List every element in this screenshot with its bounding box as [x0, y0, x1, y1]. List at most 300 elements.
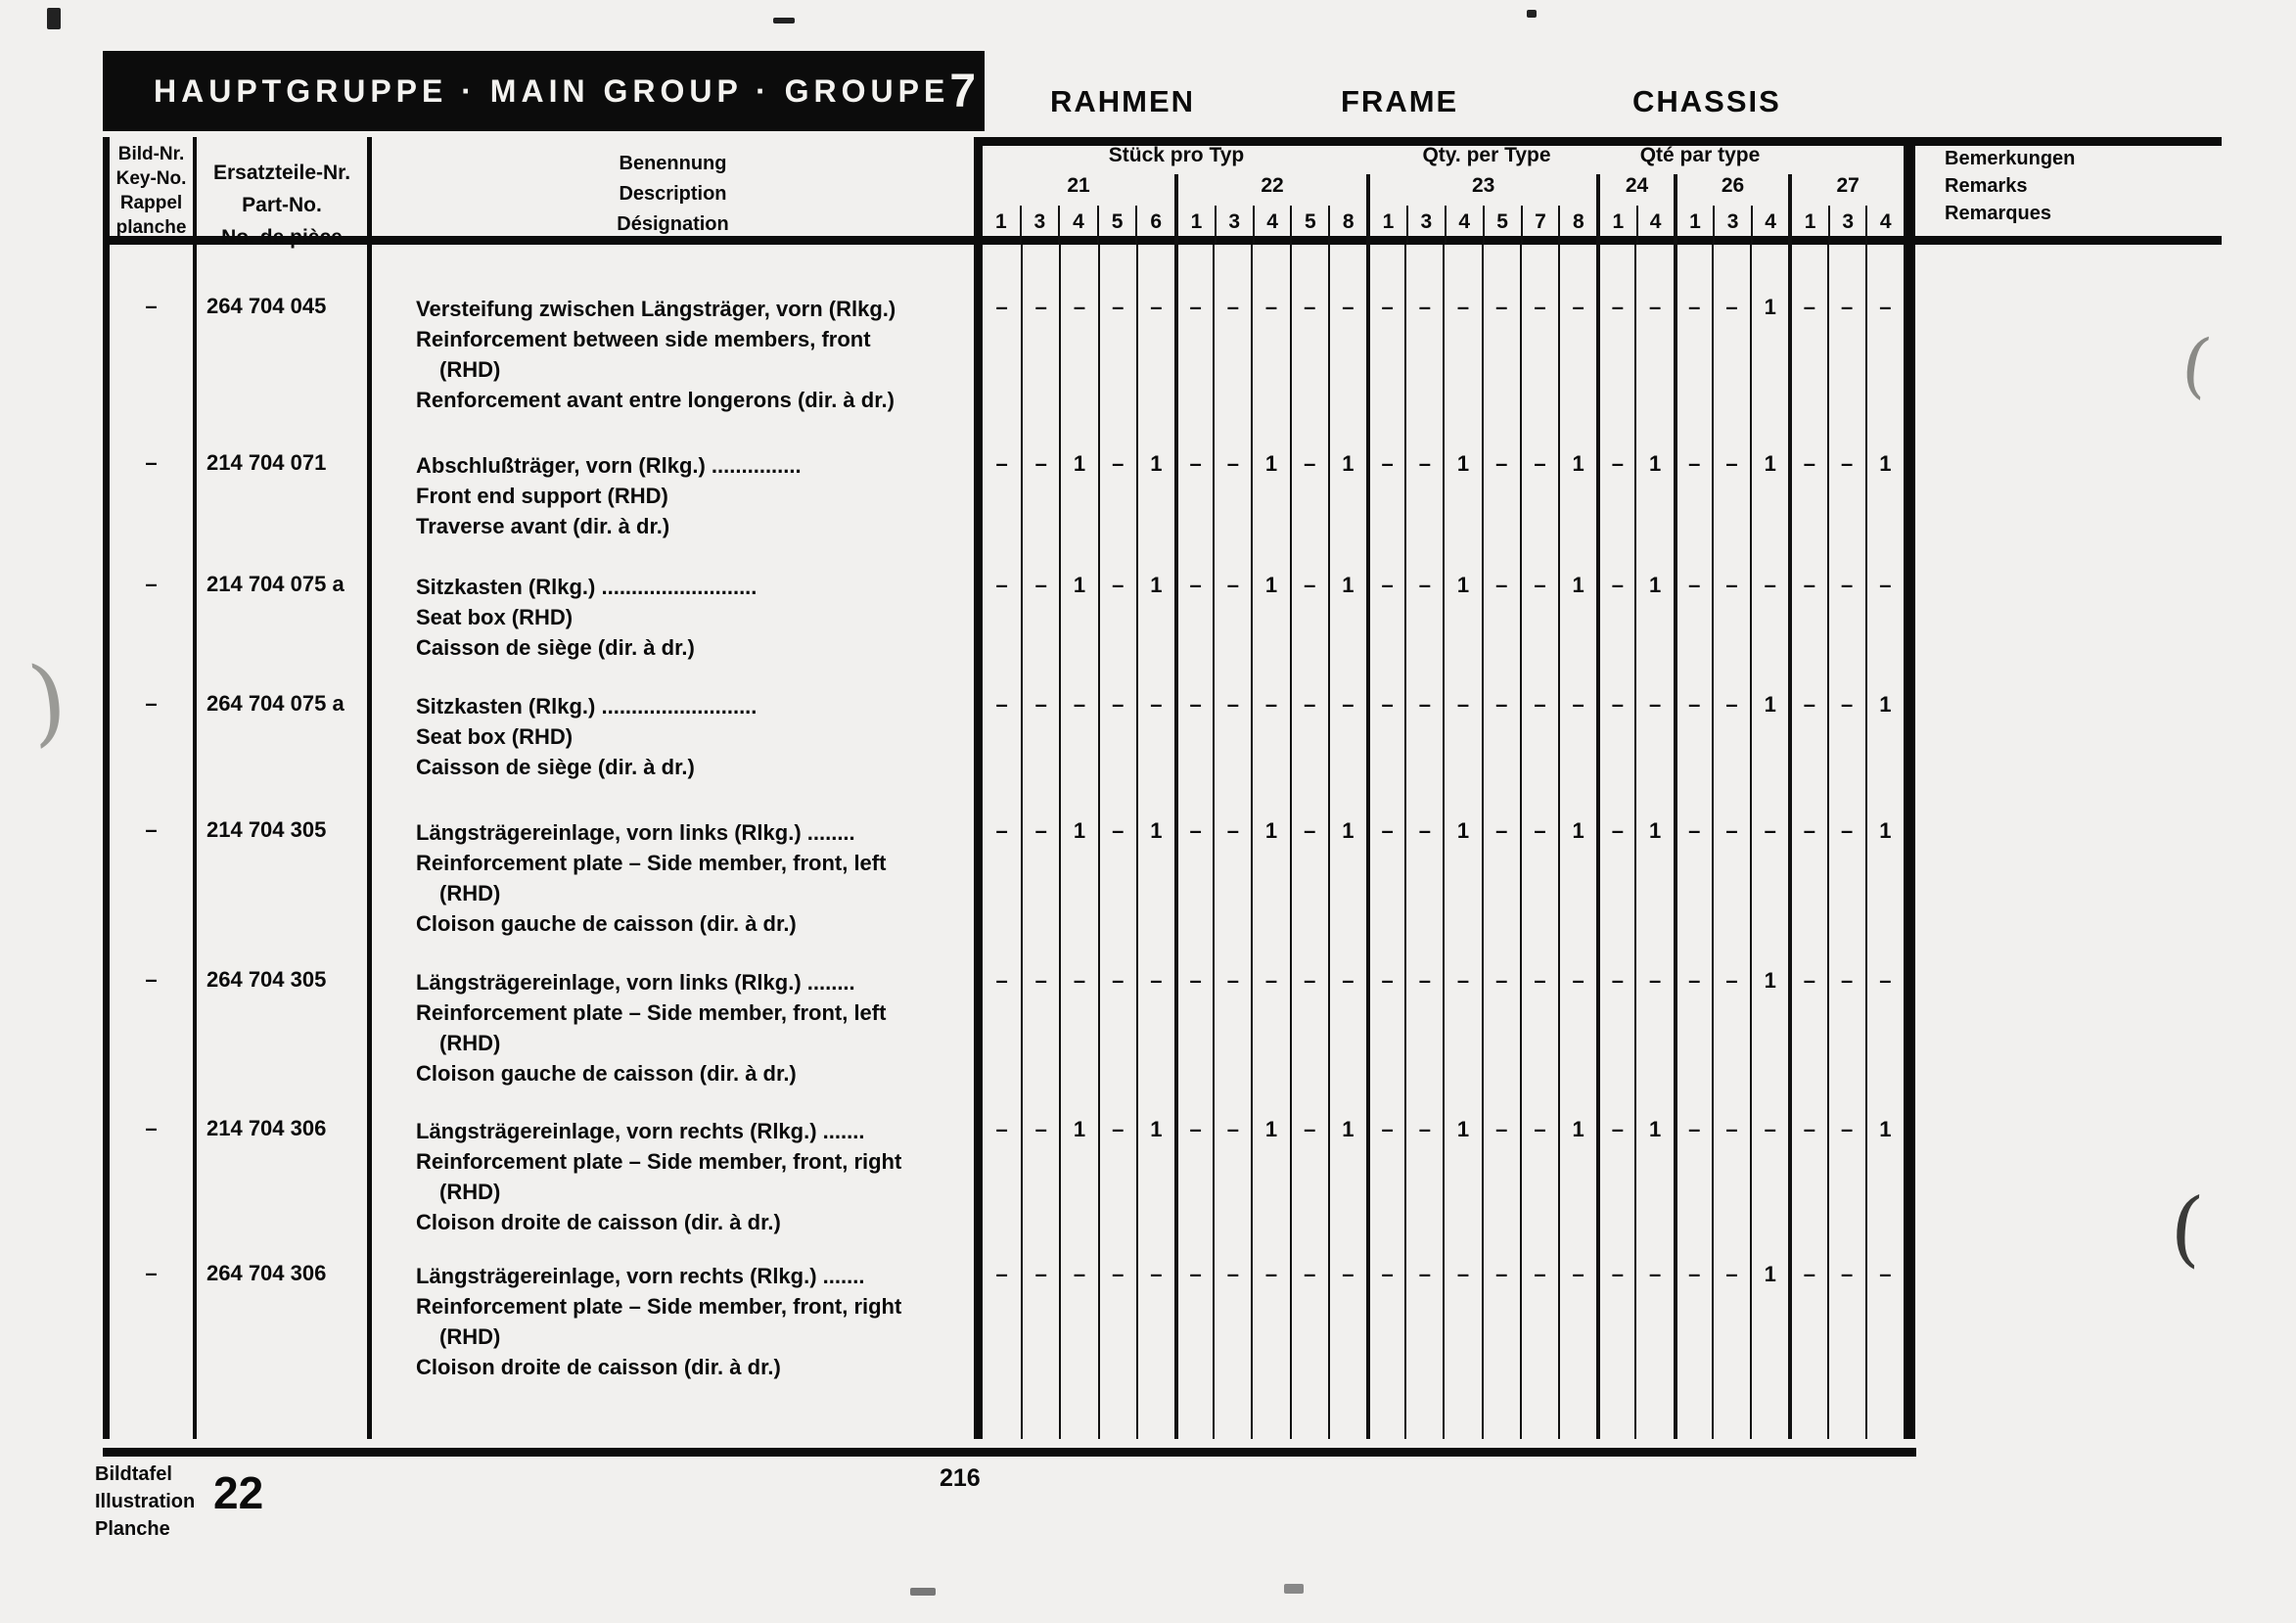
model-column-label: 1 — [1804, 210, 1816, 233]
type-group-label: 23 — [1471, 174, 1495, 197]
model-column-label: 5 — [1483, 206, 1521, 245]
quantity-language-label: Qty. per Type — [1422, 144, 1551, 166]
quantity-value: – — [1596, 938, 1634, 1087]
quantity-value: – — [1788, 662, 1826, 788]
quantity-value: – — [1827, 938, 1865, 1087]
description-line: Längsträgereinlage, vorn rechts (Rlkg.) ....... — [416, 1264, 865, 1288]
quantity-value: – — [1366, 245, 1404, 421]
quantity-value: – — [995, 1262, 1008, 1286]
quantity-value: – — [1596, 542, 1634, 662]
quantity-cells — [974, 1231, 1904, 1439]
model-column-label: 5 — [1097, 206, 1136, 245]
quantity-value: – — [1482, 421, 1520, 542]
type-group-label: 26 — [1721, 174, 1745, 197]
quantity-header — [974, 137, 1904, 236]
model-sub-columns — [1370, 206, 1596, 245]
key-number-cell — [103, 662, 193, 788]
key-number-value: – — [145, 450, 158, 475]
scan-artifact — [1527, 10, 1537, 18]
quantity-value: – — [1712, 788, 1750, 938]
quantity-value: – — [1596, 788, 1634, 938]
scan-artifact — [1284, 1584, 1304, 1594]
description-line: Traverse avant (dir. à dr.) — [416, 514, 670, 538]
quantity-value: – — [1021, 542, 1059, 662]
quantity-value: – — [1213, 938, 1251, 1087]
part-row — [103, 245, 2222, 421]
quantity-value: – — [1443, 662, 1481, 788]
part-header-line: Part-No. — [242, 194, 322, 216]
part-number-column-header — [193, 137, 367, 249]
quantity-value: – — [1712, 542, 1750, 662]
quantity-value: – — [1213, 1087, 1251, 1231]
quantity-language-label: Qté par type — [1639, 144, 1761, 166]
quantity-value: – — [1213, 788, 1251, 938]
quantity-value: – — [1482, 938, 1520, 1087]
quantity-value: – — [995, 968, 1008, 993]
quantity-value: – — [1520, 245, 1558, 421]
quantity-value: – — [1404, 1087, 1443, 1231]
quantity-value: – — [1290, 788, 1328, 938]
part-row — [103, 421, 2222, 542]
quantity-value: – — [1634, 662, 1673, 788]
remarks-column-header — [1904, 137, 2222, 236]
quantity-cells — [974, 938, 1904, 1087]
quantity-value: 1 — [1558, 421, 1596, 542]
quantity-value: 1 — [1328, 1087, 1366, 1231]
quantity-value: – — [1251, 662, 1289, 788]
quantity-value: – — [1520, 421, 1558, 542]
description-cell — [367, 245, 974, 421]
quantity-value: – — [995, 573, 1008, 597]
description-cell — [367, 662, 974, 788]
table-body — [103, 245, 2222, 1439]
description-line: Reinforcement plate – Side member, front, left — [416, 1000, 887, 1025]
part-row — [103, 1231, 2222, 1439]
description-line: Cloison gauche de caisson (dir. à dr.) — [416, 911, 797, 936]
description-line: Caisson de siège (dir. à dr.) — [416, 635, 695, 660]
quantity-value: – — [1366, 421, 1404, 542]
description-line: Renforcement avant entre longerons (dir. à dr.) — [416, 388, 895, 412]
model-column-label: 3 — [1020, 206, 1059, 245]
model-column-label: 1 — [994, 210, 1007, 233]
key-header-line: Bild-Nr. — [117, 144, 185, 164]
quantity-value: – — [1098, 542, 1136, 662]
type-group-label: 24 — [1625, 174, 1649, 197]
quantity-value: – — [1098, 245, 1136, 421]
quantity-value: – — [1596, 245, 1634, 421]
quantity-value: – — [1174, 245, 1213, 421]
quantity-value: – — [1674, 421, 1712, 542]
model-column-label: 1 — [1382, 210, 1395, 233]
part-row — [103, 788, 2222, 938]
quantity-value: – — [1174, 1087, 1213, 1231]
description-cell — [367, 1231, 974, 1439]
quantity-value: – — [1290, 245, 1328, 421]
quantity-value: 1 — [1251, 421, 1289, 542]
quantity-value: 1 — [1328, 421, 1366, 542]
quantity-value: – — [1059, 1231, 1097, 1439]
part-number-value: 214 704 075 a — [207, 572, 344, 596]
key-number-value: – — [145, 691, 158, 716]
quantity-value: 1 — [1558, 542, 1596, 662]
quantity-value: – — [1827, 542, 1865, 662]
model-column-label: 4 — [1865, 206, 1904, 245]
description-line: Versteifung zwischen Längsträger, vorn (Rlkg.) — [416, 297, 896, 321]
key-number-cell — [103, 938, 193, 1087]
part-header-line: Ersatzteile-Nr. — [212, 162, 351, 184]
model-column-label: 5 — [1290, 206, 1328, 245]
quantity-value: 1 — [1136, 421, 1174, 542]
main-group-number: 7 — [949, 65, 977, 117]
quantity-value: – — [1213, 421, 1251, 542]
quantity-value: 1 — [1750, 662, 1788, 788]
quantity-value: – — [1750, 542, 1788, 662]
quantity-value: – — [995, 818, 1008, 843]
description-line: Seat box (RHD) — [416, 605, 574, 629]
quantity-value: – — [1712, 245, 1750, 421]
quantity-value: – — [1021, 245, 1059, 421]
remarks-cell — [1904, 245, 2222, 421]
description-line: Reinforcement plate – Side member, front, left — [416, 851, 887, 875]
quantity-value: – — [1674, 542, 1712, 662]
quantity-value: – — [1404, 1231, 1443, 1439]
quantity-value: 1 — [1251, 542, 1289, 662]
remarks-header-line: Bemerkungen — [1945, 148, 2076, 169]
quantity-value: – — [1174, 421, 1213, 542]
quantity-value: – — [1827, 1231, 1865, 1439]
key-number-value: – — [145, 294, 158, 318]
quantity-value: – — [1059, 938, 1097, 1087]
quantity-value: – — [1404, 245, 1443, 421]
remarks-header-line: Remarks — [1945, 175, 2028, 197]
quantity-value: – — [1021, 662, 1059, 788]
quantity-cells — [974, 421, 1904, 542]
quantity-value: – — [1366, 662, 1404, 788]
part-number-cell — [193, 662, 367, 788]
key-header-line: Key-No. — [115, 168, 187, 189]
scan-artifact — [47, 8, 61, 29]
description-cell — [367, 1087, 974, 1234]
quantity-value: 1 — [1750, 421, 1788, 542]
quantity-value: – — [1328, 938, 1366, 1087]
scan-artifact — [910, 1588, 936, 1596]
description-line: Cloison gauche de caisson (dir. à dr.) — [416, 1061, 797, 1086]
key-number-column-header — [103, 137, 193, 236]
model-column-label: 1 — [1689, 210, 1701, 233]
model-sub-columns — [1178, 206, 1366, 245]
quantity-value: – — [1136, 245, 1174, 421]
part-number-value: 214 704 071 — [207, 450, 327, 475]
description-line: (RHD) — [439, 1031, 501, 1055]
quantity-value: 1 — [1443, 1087, 1481, 1231]
quantity-value: – — [1865, 542, 1904, 662]
table-header-row — [103, 137, 2222, 249]
model-sub-columns — [983, 206, 1174, 245]
quantity-value: – — [1788, 542, 1826, 662]
part-number-value: 264 704 305 — [207, 967, 327, 992]
plate-label-line: Planche — [95, 1518, 170, 1540]
quantity-value: 1 — [1865, 1087, 1904, 1231]
type-group-26 — [1674, 174, 1789, 245]
quantity-value: 1 — [1136, 542, 1174, 662]
model-column-label: 4 — [1751, 206, 1789, 245]
quantity-value: – — [1251, 1231, 1289, 1439]
model-sub-columns — [1677, 206, 1789, 245]
quantity-value: – — [1596, 1087, 1634, 1231]
part-row — [103, 662, 2222, 788]
quantity-value: – — [1482, 1231, 1520, 1439]
part-row — [103, 938, 2222, 1087]
quantity-value: – — [1634, 938, 1673, 1087]
quantity-value: – — [1328, 1231, 1366, 1439]
quantity-value: – — [1674, 245, 1712, 421]
quantity-value: – — [1596, 662, 1634, 788]
description-cell — [367, 938, 974, 1087]
quantity-value: – — [1674, 1231, 1712, 1439]
model-column-label: 1 — [1190, 210, 1203, 233]
quantity-value: – — [995, 295, 1008, 319]
quantity-value: – — [1712, 1231, 1750, 1439]
quantity-value: – — [1290, 421, 1328, 542]
quantity-value: 1 — [1059, 788, 1097, 938]
quantity-value: – — [1174, 788, 1213, 938]
key-number-cell — [103, 788, 193, 938]
quantity-value: – — [1443, 245, 1481, 421]
model-sub-columns — [1600, 206, 1673, 245]
quantity-value: – — [1788, 938, 1826, 1087]
quantity-value: – — [1634, 1231, 1673, 1439]
quantity-value: – — [1290, 1087, 1328, 1231]
quantity-value: – — [1366, 938, 1404, 1087]
plate-number: 22 — [213, 1467, 264, 1518]
quantity-value: – — [1021, 788, 1059, 938]
quantity-value: – — [1520, 542, 1558, 662]
quantity-value: – — [1712, 1087, 1750, 1231]
quantity-language-label: Stück pro Typ — [1108, 144, 1245, 166]
plate-label-line: Bildtafel — [95, 1463, 172, 1485]
quantity-value: 1 — [1059, 421, 1097, 542]
quantity-value: – — [1712, 662, 1750, 788]
quantity-value: – — [1213, 1231, 1251, 1439]
section-title-frame: FRAME — [1341, 84, 1459, 118]
description-line: Längsträgereinlage, vorn links (Rlkg.) ........ — [416, 820, 855, 845]
quantity-value: – — [1827, 1087, 1865, 1231]
quantity-value: – — [1290, 938, 1328, 1087]
quantity-value: – — [1482, 542, 1520, 662]
quantity-value: – — [1251, 245, 1289, 421]
model-column-label: 3 — [1828, 206, 1866, 245]
quantity-value: – — [1788, 788, 1826, 938]
description-line: Cloison droite de caisson (dir. à dr.) — [416, 1210, 781, 1234]
quantity-value: 1 — [1251, 1087, 1289, 1231]
part-number-cell — [193, 245, 367, 421]
quantity-value: – — [1443, 938, 1481, 1087]
model-sub-columns — [1792, 206, 1904, 245]
quantity-value: – — [1098, 662, 1136, 788]
quantity-value: – — [1596, 421, 1634, 542]
model-column-label: 8 — [1558, 206, 1596, 245]
description-cell — [367, 421, 974, 542]
quantity-cells — [974, 788, 1904, 938]
quantity-value: 1 — [1136, 1087, 1174, 1231]
quantity-value: – — [1788, 1087, 1826, 1231]
plate-label-block — [95, 1461, 195, 1543]
description-line: Reinforcement plate – Side member, front, right — [416, 1149, 902, 1174]
quantity-value: 1 — [1059, 542, 1097, 662]
section-title-rahmen: RAHMEN — [1050, 84, 1196, 118]
remarks-cell — [1904, 788, 2222, 938]
page-number: 216 — [940, 1464, 981, 1492]
quantity-value: – — [1174, 542, 1213, 662]
quantity-value: – — [1674, 788, 1712, 938]
remarks-cell — [1904, 662, 2222, 788]
quantity-value: 1 — [1558, 1087, 1596, 1231]
description-line: Sitzkasten (Rlkg.) .......................... — [416, 694, 758, 719]
remarks-cell — [1904, 938, 2222, 1087]
description-line: Seat box (RHD) — [416, 724, 574, 749]
quantity-value: – — [1251, 938, 1289, 1087]
key-header-line: Rappel — [119, 193, 183, 213]
desc-header-line: Désignation — [617, 213, 729, 235]
type-group-21 — [983, 174, 1174, 245]
model-column-label: 1 — [1612, 210, 1625, 233]
quantity-value: – — [1021, 1231, 1059, 1439]
part-number-value: 264 704 045 — [207, 294, 327, 318]
quantity-value: – — [1174, 938, 1213, 1087]
key-number-cell — [103, 1087, 193, 1231]
type-group-24 — [1596, 174, 1673, 245]
description-line: Caisson de siège (dir. à dr.) — [416, 755, 695, 779]
description-line: (RHD) — [439, 357, 501, 382]
scan-artifact: ( — [2167, 1178, 2207, 1277]
quantity-value: – — [1021, 938, 1059, 1087]
quantity-value: – — [1520, 938, 1558, 1087]
part-number-cell — [193, 1087, 367, 1231]
type-group-label: 27 — [1836, 174, 1860, 197]
main-group-bar — [103, 51, 985, 131]
plate-label-line: Illustration — [95, 1491, 196, 1512]
quantity-value: 1 — [1865, 662, 1904, 788]
description-line: (RHD) — [439, 881, 501, 905]
description-cell — [367, 788, 974, 938]
quantity-cells — [974, 662, 1904, 788]
model-column-label: 6 — [1135, 206, 1174, 245]
quantity-value: – — [1712, 938, 1750, 1087]
quantity-value: 1 — [1750, 1231, 1788, 1439]
quantity-value: 1 — [1251, 788, 1289, 938]
quantity-value: – — [1788, 1231, 1826, 1439]
quantity-value: – — [1712, 421, 1750, 542]
model-column-label: 7 — [1521, 206, 1559, 245]
part-number-cell — [193, 788, 367, 938]
key-number-cell — [103, 542, 193, 662]
quantity-value: – — [1098, 1087, 1136, 1231]
quantity-value: – — [1596, 1231, 1634, 1439]
quantity-value: 1 — [1634, 1087, 1673, 1231]
quantity-value: – — [1174, 662, 1213, 788]
quantity-value: – — [1865, 1231, 1904, 1439]
quantity-value: – — [1059, 662, 1097, 788]
quantity-value: – — [995, 1117, 1008, 1141]
type-group-headers — [983, 174, 1904, 245]
type-group-22 — [1174, 174, 1366, 245]
quantity-value: 1 — [1558, 788, 1596, 938]
part-number-value: 264 704 075 a — [207, 691, 344, 716]
key-number-value: – — [145, 1116, 158, 1140]
quantity-value: – — [1827, 662, 1865, 788]
type-group-label: 21 — [1067, 174, 1090, 197]
quantity-value: – — [1558, 938, 1596, 1087]
key-number-cell — [103, 245, 193, 421]
quantity-value: 1 — [1328, 788, 1366, 938]
part-number-cell — [193, 542, 367, 662]
quantity-value: – — [1827, 421, 1865, 542]
quantity-value: – — [1098, 421, 1136, 542]
description-line: Front end support (RHD) — [416, 484, 668, 508]
quantity-value: 1 — [1634, 788, 1673, 938]
quantity-value: – — [1366, 542, 1404, 662]
quantity-value: – — [1290, 1231, 1328, 1439]
quantity-value: 1 — [1634, 421, 1673, 542]
quantity-value: – — [1404, 788, 1443, 938]
description-cell — [367, 542, 974, 662]
quantity-value: – — [1366, 1087, 1404, 1231]
description-line: Sitzkasten (Rlkg.) .......................... — [416, 575, 758, 599]
remarks-header-line: Remarques — [1945, 203, 2051, 224]
remarks-cell — [1904, 542, 2222, 662]
model-column-label: 3 — [1713, 206, 1751, 245]
quantity-value: 1 — [1443, 788, 1481, 938]
quantity-value: – — [1865, 245, 1904, 421]
part-row — [103, 1087, 2222, 1234]
quantity-value: – — [1059, 245, 1097, 421]
quantity-value: – — [1174, 1231, 1213, 1439]
quantity-value: – — [1558, 245, 1596, 421]
remarks-cell — [1904, 421, 2222, 542]
quantity-value: – — [1750, 788, 1788, 938]
type-group-23 — [1366, 174, 1596, 245]
key-number-value: – — [145, 1261, 158, 1285]
table-bottom-rule — [103, 1448, 1916, 1457]
quantity-value: 1 — [1634, 542, 1673, 662]
quantity-value: – — [1098, 938, 1136, 1087]
key-number-value: – — [145, 967, 158, 992]
description-line: Abschlußträger, vorn (Rlkg.) ............... — [416, 453, 802, 478]
quantity-value: – — [1865, 938, 1904, 1087]
quantity-cells — [974, 1087, 1904, 1231]
quantity-value: – — [1674, 662, 1712, 788]
quantity-value: – — [1328, 662, 1366, 788]
quantity-value: – — [1404, 662, 1443, 788]
quantity-value: – — [1520, 662, 1558, 788]
key-header-line: planche — [115, 217, 187, 238]
quantity-value: – — [1213, 245, 1251, 421]
desc-header-line: Benennung — [619, 153, 727, 174]
quantity-value: – — [1788, 421, 1826, 542]
quantity-value: – — [1674, 938, 1712, 1087]
quantity-value: – — [1404, 938, 1443, 1087]
scan-artifact: ) — [23, 644, 72, 758]
quantity-value: – — [1098, 1231, 1136, 1439]
quantity-value: 1 — [1750, 938, 1788, 1087]
model-column-label: 4 — [1253, 206, 1291, 245]
quantity-cells — [974, 542, 1904, 662]
quantity-value: 1 — [1443, 542, 1481, 662]
quantity-value: – — [1443, 1231, 1481, 1439]
parts-table — [103, 137, 2222, 1439]
quantity-value: – — [1482, 662, 1520, 788]
quantity-value: – — [1482, 245, 1520, 421]
